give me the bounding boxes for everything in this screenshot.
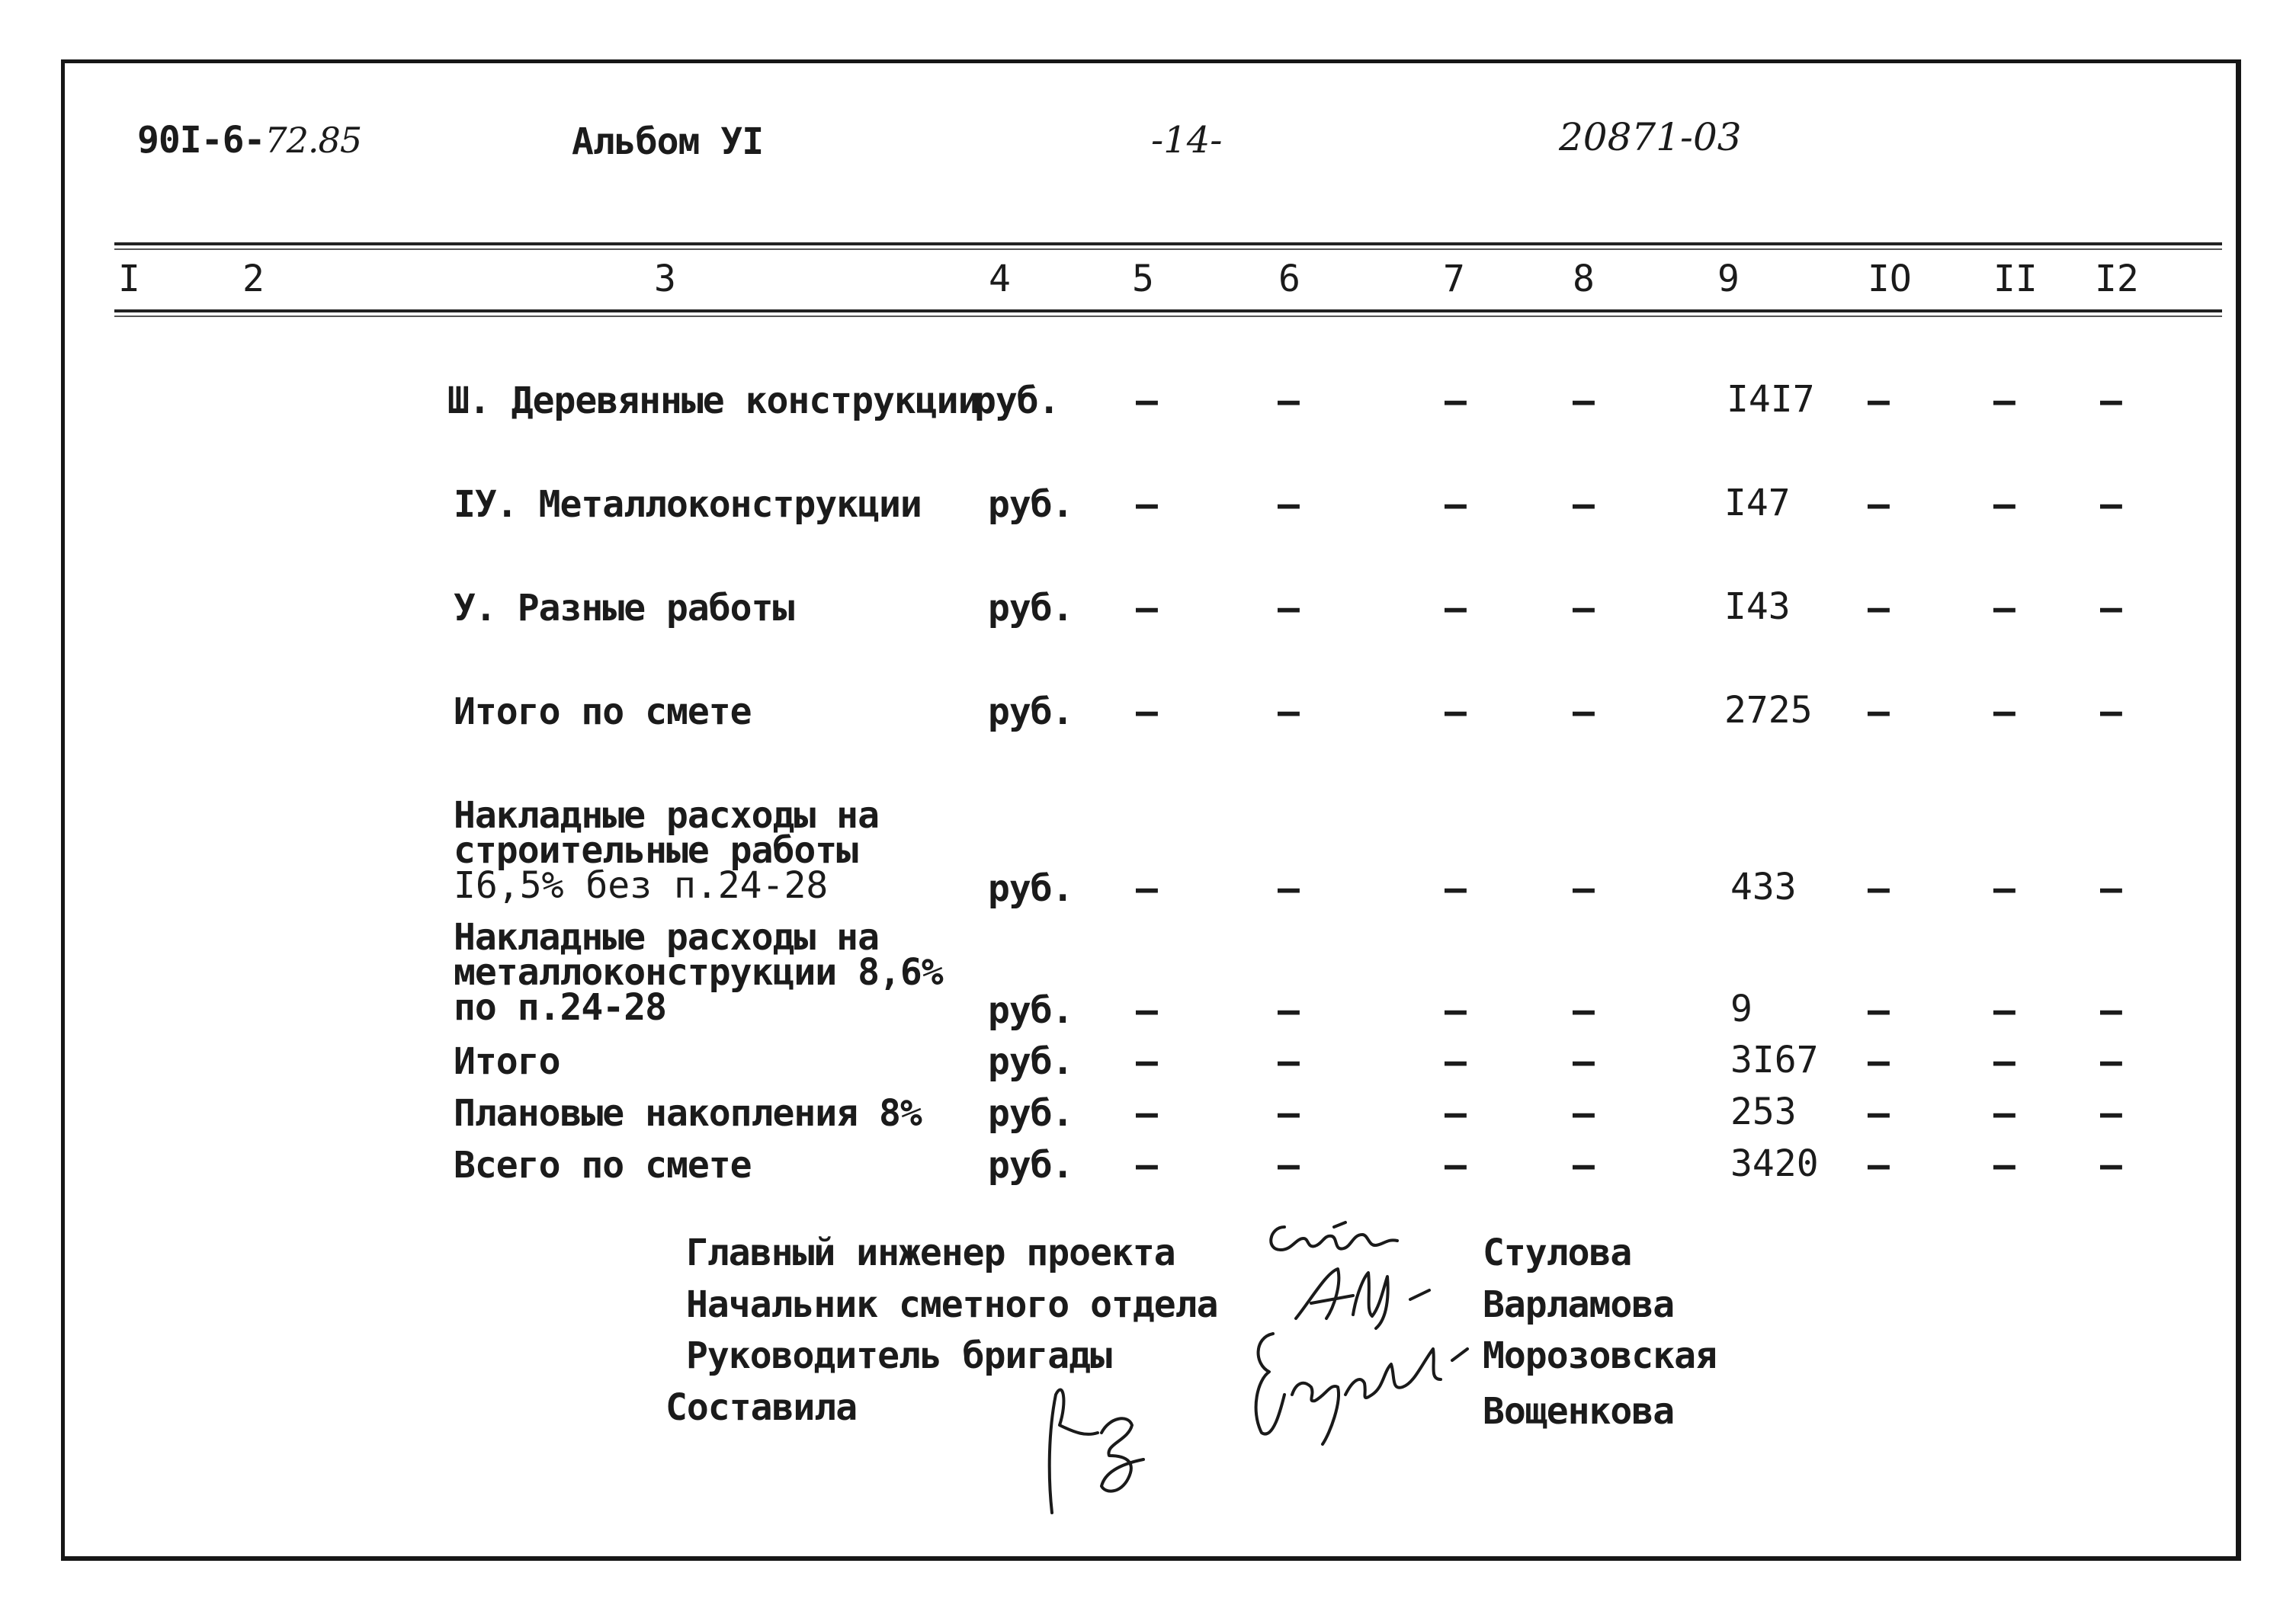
- cell-col5: –: [1136, 483, 1157, 526]
- document-number: 20871-03: [1559, 115, 1742, 159]
- cell-col11: –: [1993, 1040, 2015, 1083]
- cell-col10: –: [1868, 1040, 1889, 1083]
- cell-col5: –: [1136, 989, 1157, 1032]
- cell-col12: –: [2100, 587, 2121, 629]
- row-unit: руб.: [988, 867, 1073, 910]
- row-name: У. Разные работы: [454, 587, 794, 629]
- row-name: IУ. Металлоконструкции: [454, 483, 922, 526]
- column-header: 2: [242, 258, 265, 300]
- row-unit: руб.: [988, 1144, 1073, 1187]
- column-header: 5: [1132, 258, 1154, 300]
- row-name-line: металлоконструкции 8,6%: [454, 951, 943, 994]
- column-header: 4: [989, 258, 1011, 300]
- cell-col5: –: [1136, 587, 1157, 629]
- row-name: Ш. Деревянные конструкции: [447, 380, 980, 422]
- cell-col6: –: [1278, 483, 1299, 526]
- cell-col11: –: [1993, 380, 2015, 422]
- cell-col8: –: [1573, 380, 1594, 422]
- header-rule-top: [114, 242, 2222, 245]
- cell-col9: I4I7: [1727, 378, 1815, 421]
- cell-col9: I43: [1724, 585, 1791, 628]
- row-unit: руб.: [988, 989, 1073, 1032]
- signatory-name: Варламова: [1483, 1283, 1675, 1326]
- row-name-line: строительные работы: [454, 829, 858, 872]
- cell-col8: –: [1573, 867, 1594, 910]
- column-header: I2: [2095, 258, 2139, 300]
- column-header: I: [118, 258, 140, 300]
- row-name: Итого по смете: [454, 690, 752, 733]
- column-header: 7: [1443, 258, 1465, 300]
- cell-col12: –: [2100, 380, 2121, 422]
- row-unit: руб.: [988, 1040, 1073, 1083]
- cell-col11: –: [1993, 690, 2015, 733]
- project-code-prefix: 90I-6-: [137, 119, 265, 162]
- row-name: Итого: [454, 1040, 560, 1083]
- signatory-name: Стулова: [1483, 1232, 1632, 1274]
- cell-col9: 253: [1730, 1091, 1797, 1133]
- cell-col6: –: [1278, 587, 1299, 629]
- cell-col12: –: [2100, 1092, 2121, 1135]
- cell-col10: –: [1868, 483, 1889, 526]
- cell-col6: –: [1278, 989, 1299, 1032]
- cell-col11: –: [1993, 587, 2015, 629]
- cell-col11: –: [1993, 867, 2015, 910]
- signatory-title: Начальник сметного отдела: [686, 1283, 1218, 1326]
- header-rule-bottom: [114, 309, 2222, 312]
- cell-col6: –: [1278, 380, 1299, 422]
- signatory-title: Составила: [665, 1386, 858, 1429]
- cell-col10: –: [1868, 690, 1889, 733]
- header-rule-bottom-thin: [114, 316, 2222, 317]
- cell-col12: –: [2100, 989, 2121, 1032]
- cell-col12: –: [2100, 1040, 2121, 1083]
- signatory-name: Вощенкова: [1483, 1390, 1675, 1433]
- cell-col5: –: [1136, 1092, 1157, 1135]
- cell-col12: –: [2100, 1144, 2121, 1187]
- row-name: Всего по смете: [454, 1144, 752, 1187]
- project-code: [137, 119, 362, 162]
- cell-col5: –: [1136, 1144, 1157, 1187]
- cell-col8: –: [1573, 1092, 1594, 1135]
- cell-col7: –: [1445, 1092, 1466, 1135]
- cell-col5: –: [1136, 867, 1157, 910]
- cell-col8: –: [1573, 989, 1594, 1032]
- row-name-line: Накладные расходы на: [454, 794, 879, 837]
- cell-col6: –: [1278, 867, 1299, 910]
- cell-col12: –: [2100, 483, 2121, 526]
- cell-col9: 9: [1730, 988, 1752, 1030]
- signature-compiler: [1044, 1372, 1159, 1517]
- signatory-name: Морозовская: [1483, 1334, 1717, 1377]
- cell-col8: –: [1573, 483, 1594, 526]
- page-number: -14-: [1151, 119, 1223, 162]
- cell-col11: –: [1993, 1092, 2015, 1135]
- cell-col6: –: [1278, 690, 1299, 733]
- cell-col6: –: [1278, 1144, 1299, 1187]
- signatory-title: Руководитель бригады: [686, 1334, 1111, 1377]
- cell-col9: 2725: [1724, 689, 1813, 732]
- cell-col8: –: [1573, 690, 1594, 733]
- cell-col8: –: [1573, 587, 1594, 629]
- row-unit: руб.: [988, 1092, 1073, 1135]
- cell-col11: –: [1993, 989, 2015, 1032]
- cell-col12: –: [2100, 867, 2121, 910]
- cell-col11: –: [1993, 483, 2015, 526]
- cell-col5: –: [1136, 1040, 1157, 1083]
- row-name-line: I6,5% без п.24-28: [454, 864, 829, 907]
- cell-col6: –: [1278, 1040, 1299, 1083]
- cell-col5: –: [1136, 380, 1157, 422]
- signatory-title: Главный инженер проекта: [686, 1232, 1175, 1274]
- cell-col7: –: [1445, 1144, 1466, 1187]
- cell-col8: –: [1573, 1144, 1594, 1187]
- cell-col7: –: [1445, 587, 1466, 629]
- row-unit: руб.: [974, 380, 1060, 422]
- cell-col11: –: [1993, 1144, 2015, 1187]
- signature-brigade-leader: [1239, 1318, 1483, 1448]
- cell-col7: –: [1445, 989, 1466, 1032]
- cell-col10: –: [1868, 1144, 1889, 1187]
- row-unit: руб.: [988, 587, 1073, 629]
- row-unit: руб.: [988, 483, 1073, 526]
- row-name-line: Накладные расходы на: [454, 916, 879, 959]
- cell-col9: 3420: [1730, 1142, 1819, 1185]
- cell-col9: I47: [1724, 482, 1791, 524]
- cell-col7: –: [1445, 483, 1466, 526]
- header-rule-top-thin: [114, 248, 2222, 250]
- row-name: Плановые накопления 8%: [454, 1092, 922, 1135]
- album-title: Альбом УI: [572, 120, 764, 163]
- cell-col10: –: [1868, 587, 1889, 629]
- cell-col7: –: [1445, 1040, 1466, 1083]
- column-header: 8: [1573, 258, 1595, 300]
- cell-col8: –: [1573, 1040, 1594, 1083]
- column-header: 3: [654, 258, 676, 300]
- cell-col9: 3I67: [1730, 1039, 1819, 1081]
- column-header: IO: [1868, 258, 1912, 300]
- cell-col6: –: [1278, 1092, 1299, 1135]
- row-unit: руб.: [988, 690, 1073, 733]
- project-code-handwritten: 72.85: [265, 120, 362, 161]
- cell-col10: –: [1868, 380, 1889, 422]
- cell-col10: –: [1868, 1092, 1889, 1135]
- cell-col12: –: [2100, 690, 2121, 733]
- cell-col7: –: [1445, 690, 1466, 733]
- row-name-line: по п.24-28: [454, 986, 666, 1029]
- cell-col7: –: [1445, 380, 1466, 422]
- column-header: 6: [1278, 258, 1300, 300]
- cell-col9: 433: [1730, 866, 1797, 908]
- column-header: 9: [1717, 258, 1740, 300]
- column-header: II: [1993, 258, 2038, 300]
- cell-col10: –: [1868, 867, 1889, 910]
- cell-col10: –: [1868, 989, 1889, 1032]
- cell-col5: –: [1136, 690, 1157, 733]
- cell-col7: –: [1445, 867, 1466, 910]
